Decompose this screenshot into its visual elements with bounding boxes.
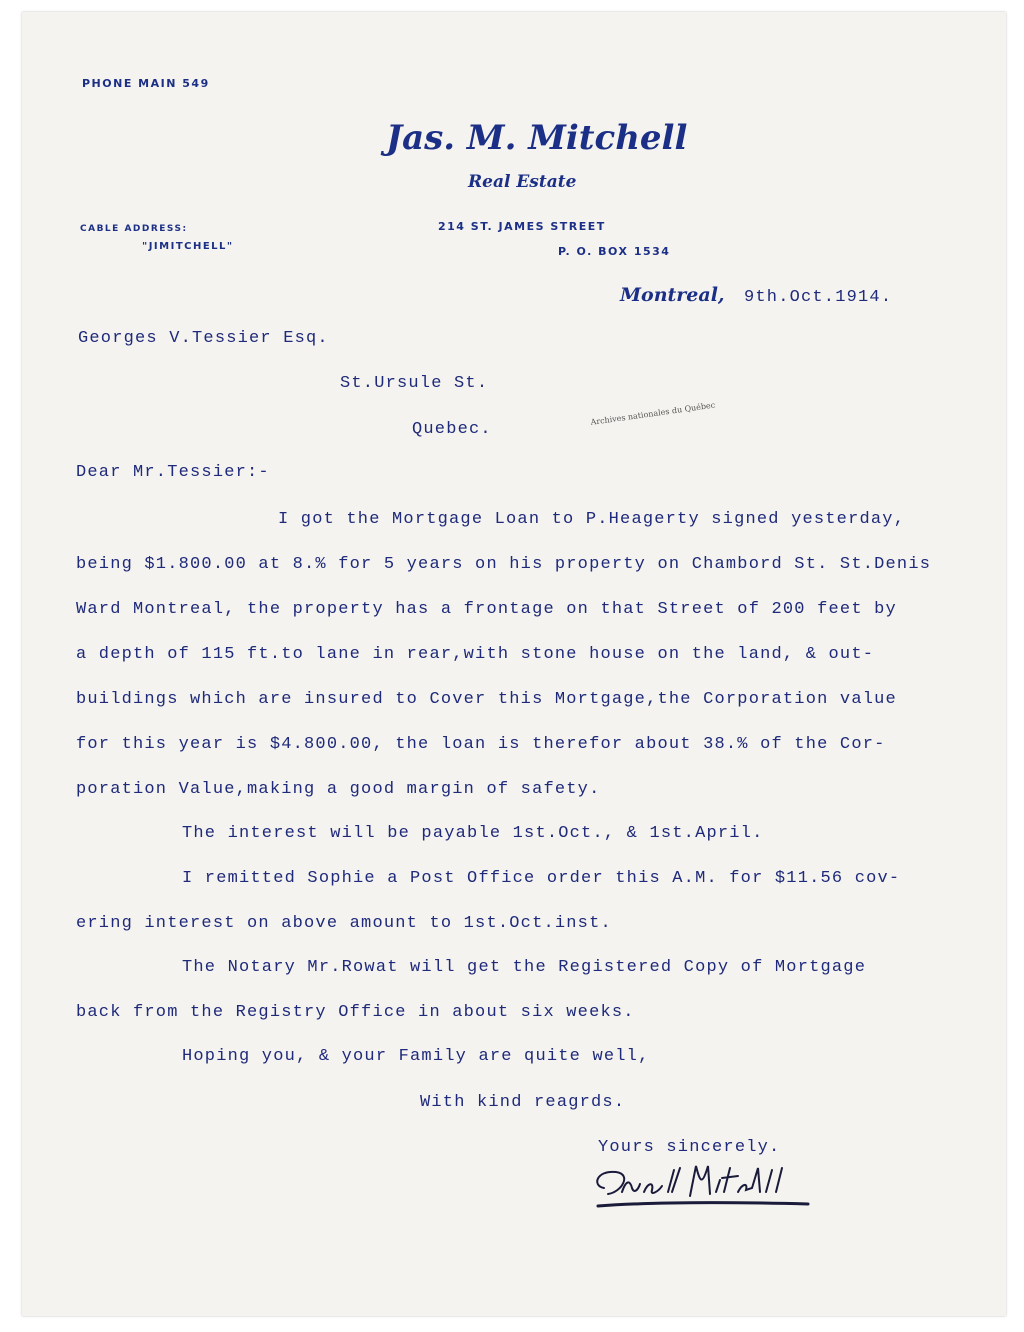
cable-address: "JIMITCHELL" <box>142 241 234 252</box>
body-line: Ward Montreal, the property has a frontage on that Street of 200 feet by <box>76 600 897 619</box>
letter-sheet <box>22 12 1006 1316</box>
addressee-street: St.Ursule St. <box>340 374 489 393</box>
body-line: a depth of 115 ft.to lane in rear,with stone house on the land, & out- <box>76 645 875 664</box>
addressee-name: Georges V.Tessier Esq. <box>78 329 329 348</box>
body-line: for this year is $4.800.00, the loan is therefor about 38.% of the Cor- <box>76 735 886 754</box>
body-line: poration Value,making a good margin of safety. <box>76 780 601 799</box>
body-line: I remitted Sophie a Post Office order this A.M. for $11.56 cov- <box>182 869 901 888</box>
cable-label: CABLE ADDRESS: <box>80 224 188 234</box>
body-line: The interest will be payable 1st.Oct., & 1st.April. <box>182 824 764 843</box>
body-line: With kind reagrds. <box>420 1093 626 1112</box>
signature <box>582 1158 822 1218</box>
body-line: being $1.800.00 at 8.% for 5 years on his property on Chambord St. St.Denis <box>76 555 932 574</box>
addressee-city: Quebec. <box>412 420 492 439</box>
body-line: back from the Registry Office in about six weeks. <box>76 1003 635 1022</box>
business-type: Real Estate <box>468 172 577 192</box>
dateline-city: Montreal, <box>620 284 725 306</box>
closing: Yours sincerely. <box>598 1138 781 1157</box>
po-box: P. O. BOX 1534 <box>558 245 671 258</box>
body-line: ering interest on above amount to 1st.Oct.inst. <box>76 914 612 933</box>
phone-number: PHONE MAIN 549 <box>82 77 210 90</box>
body-line: The Notary Mr.Rowat will get the Registered Copy of Mortgage <box>182 958 867 977</box>
salutation: Dear Mr.Tessier:- <box>76 463 270 482</box>
body-line: I got the Mortgage Loan to P.Heagerty signed yesterday, <box>278 510 906 529</box>
company-name: Jas. M. Mitchell <box>386 118 688 158</box>
body-line: buildings which are insured to Cover this Mortgage,the Corporation value <box>76 690 897 709</box>
street-address: 214 ST. JAMES STREET <box>438 220 606 233</box>
body-line: Hoping you, & your Family are quite well, <box>182 1047 650 1066</box>
dateline-date: 9th.Oct.1914. <box>744 288 893 307</box>
archive-stamp: Archives nationales du Québec <box>590 400 716 427</box>
